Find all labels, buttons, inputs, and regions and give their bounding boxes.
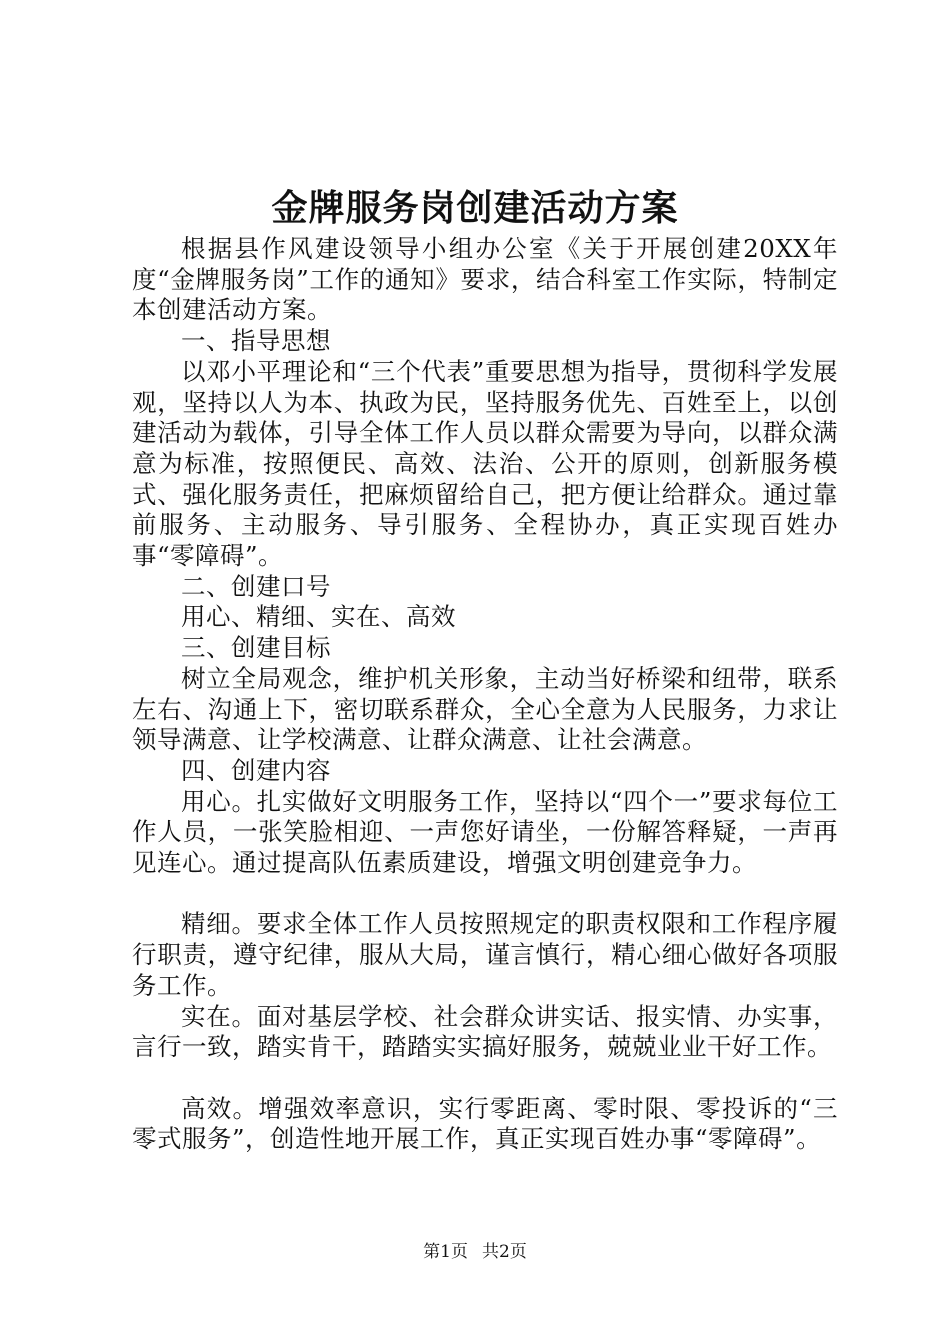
- content-paragraph-meticulous: 精细。要求全体工作人员按照规定的职责权限和工作程序履行职责，遵守纪律，服从大局，谨言慎行，精心细心做好各项服务工作。: [132, 909, 838, 1000]
- document-body: [132, 234, 838, 1155]
- section-heading-content: 四、创建内容: [181, 755, 331, 785]
- content-paragraph-dedication: 用心。扎实做好文明服务工作，坚持以“四个一”要求每位工作人员，一张笑脸相迎、一声您好请坐，一份解答释疑，一声再见连心。通过提高队伍素质建设，增强文明创建竞争力。: [132, 786, 838, 878]
- section-heading-goals: 三、创建目标: [181, 633, 331, 663]
- guiding-ideology-paragraph: 以邓小平理论和“三个代表”重要思想为指导，贯彻科学发展观，坚持以人为本、执政为民，坚持服务优先、百姓至上，以创建活动为载体，引导全体工作人员以群众需要为导向，以群众满意为标准，按照便民、高效、法治、公开的原则，创新服务模式、强化服务责任，把麻烦留给自己，把方便让给群众。通过靠前服务、主动服务、导引服务、全程协办，真正实现百姓办事“零障碍”。: [132, 356, 838, 571]
- section-heading-slogan: 二、创建口号: [181, 571, 331, 601]
- paragraph-spacer: [132, 1063, 838, 1094]
- goals-paragraph: 树立全局观念，维护机关形象，主动当好桥梁和纽带，联系左右、沟通上下，密切联系群众，全心全意为人民服务，力求让领导满意、让学校满意、让群众满意、让社会满意。: [132, 663, 838, 755]
- intro-paragraph: 根据县作风建设领导小组办公室《关于开展创建20XX年度“金牌服务岗”工作的通知》要求，结合科室工作实际，特制定本创建活动方案。: [132, 234, 838, 325]
- content-paragraph-practical: 实在。面对基层学校、社会群众讲实话、报实情、办实事，言行一致，踏实肯干，踏踏实实搞好服务，兢兢业业干好工作。: [132, 1001, 838, 1062]
- paragraph-spacer: [132, 879, 838, 910]
- content-paragraph-efficient: 高效。增强效率意识，实行零距离、零时限、零投诉的“三零式服务”，创造性地开展工作，真正实现百姓办事“零障碍”。: [132, 1093, 838, 1154]
- section-heading-guiding-ideology: 一、指导思想: [181, 326, 331, 356]
- page-footer: [0, 1241, 950, 1263]
- document-title: 金牌服务岗创建活动方案: [271, 187, 679, 229]
- page-total: 共2页: [482, 1242, 527, 1262]
- page-number: 第1页: [423, 1242, 468, 1262]
- slogan-paragraph: 用心、精细、实在、高效: [181, 602, 456, 632]
